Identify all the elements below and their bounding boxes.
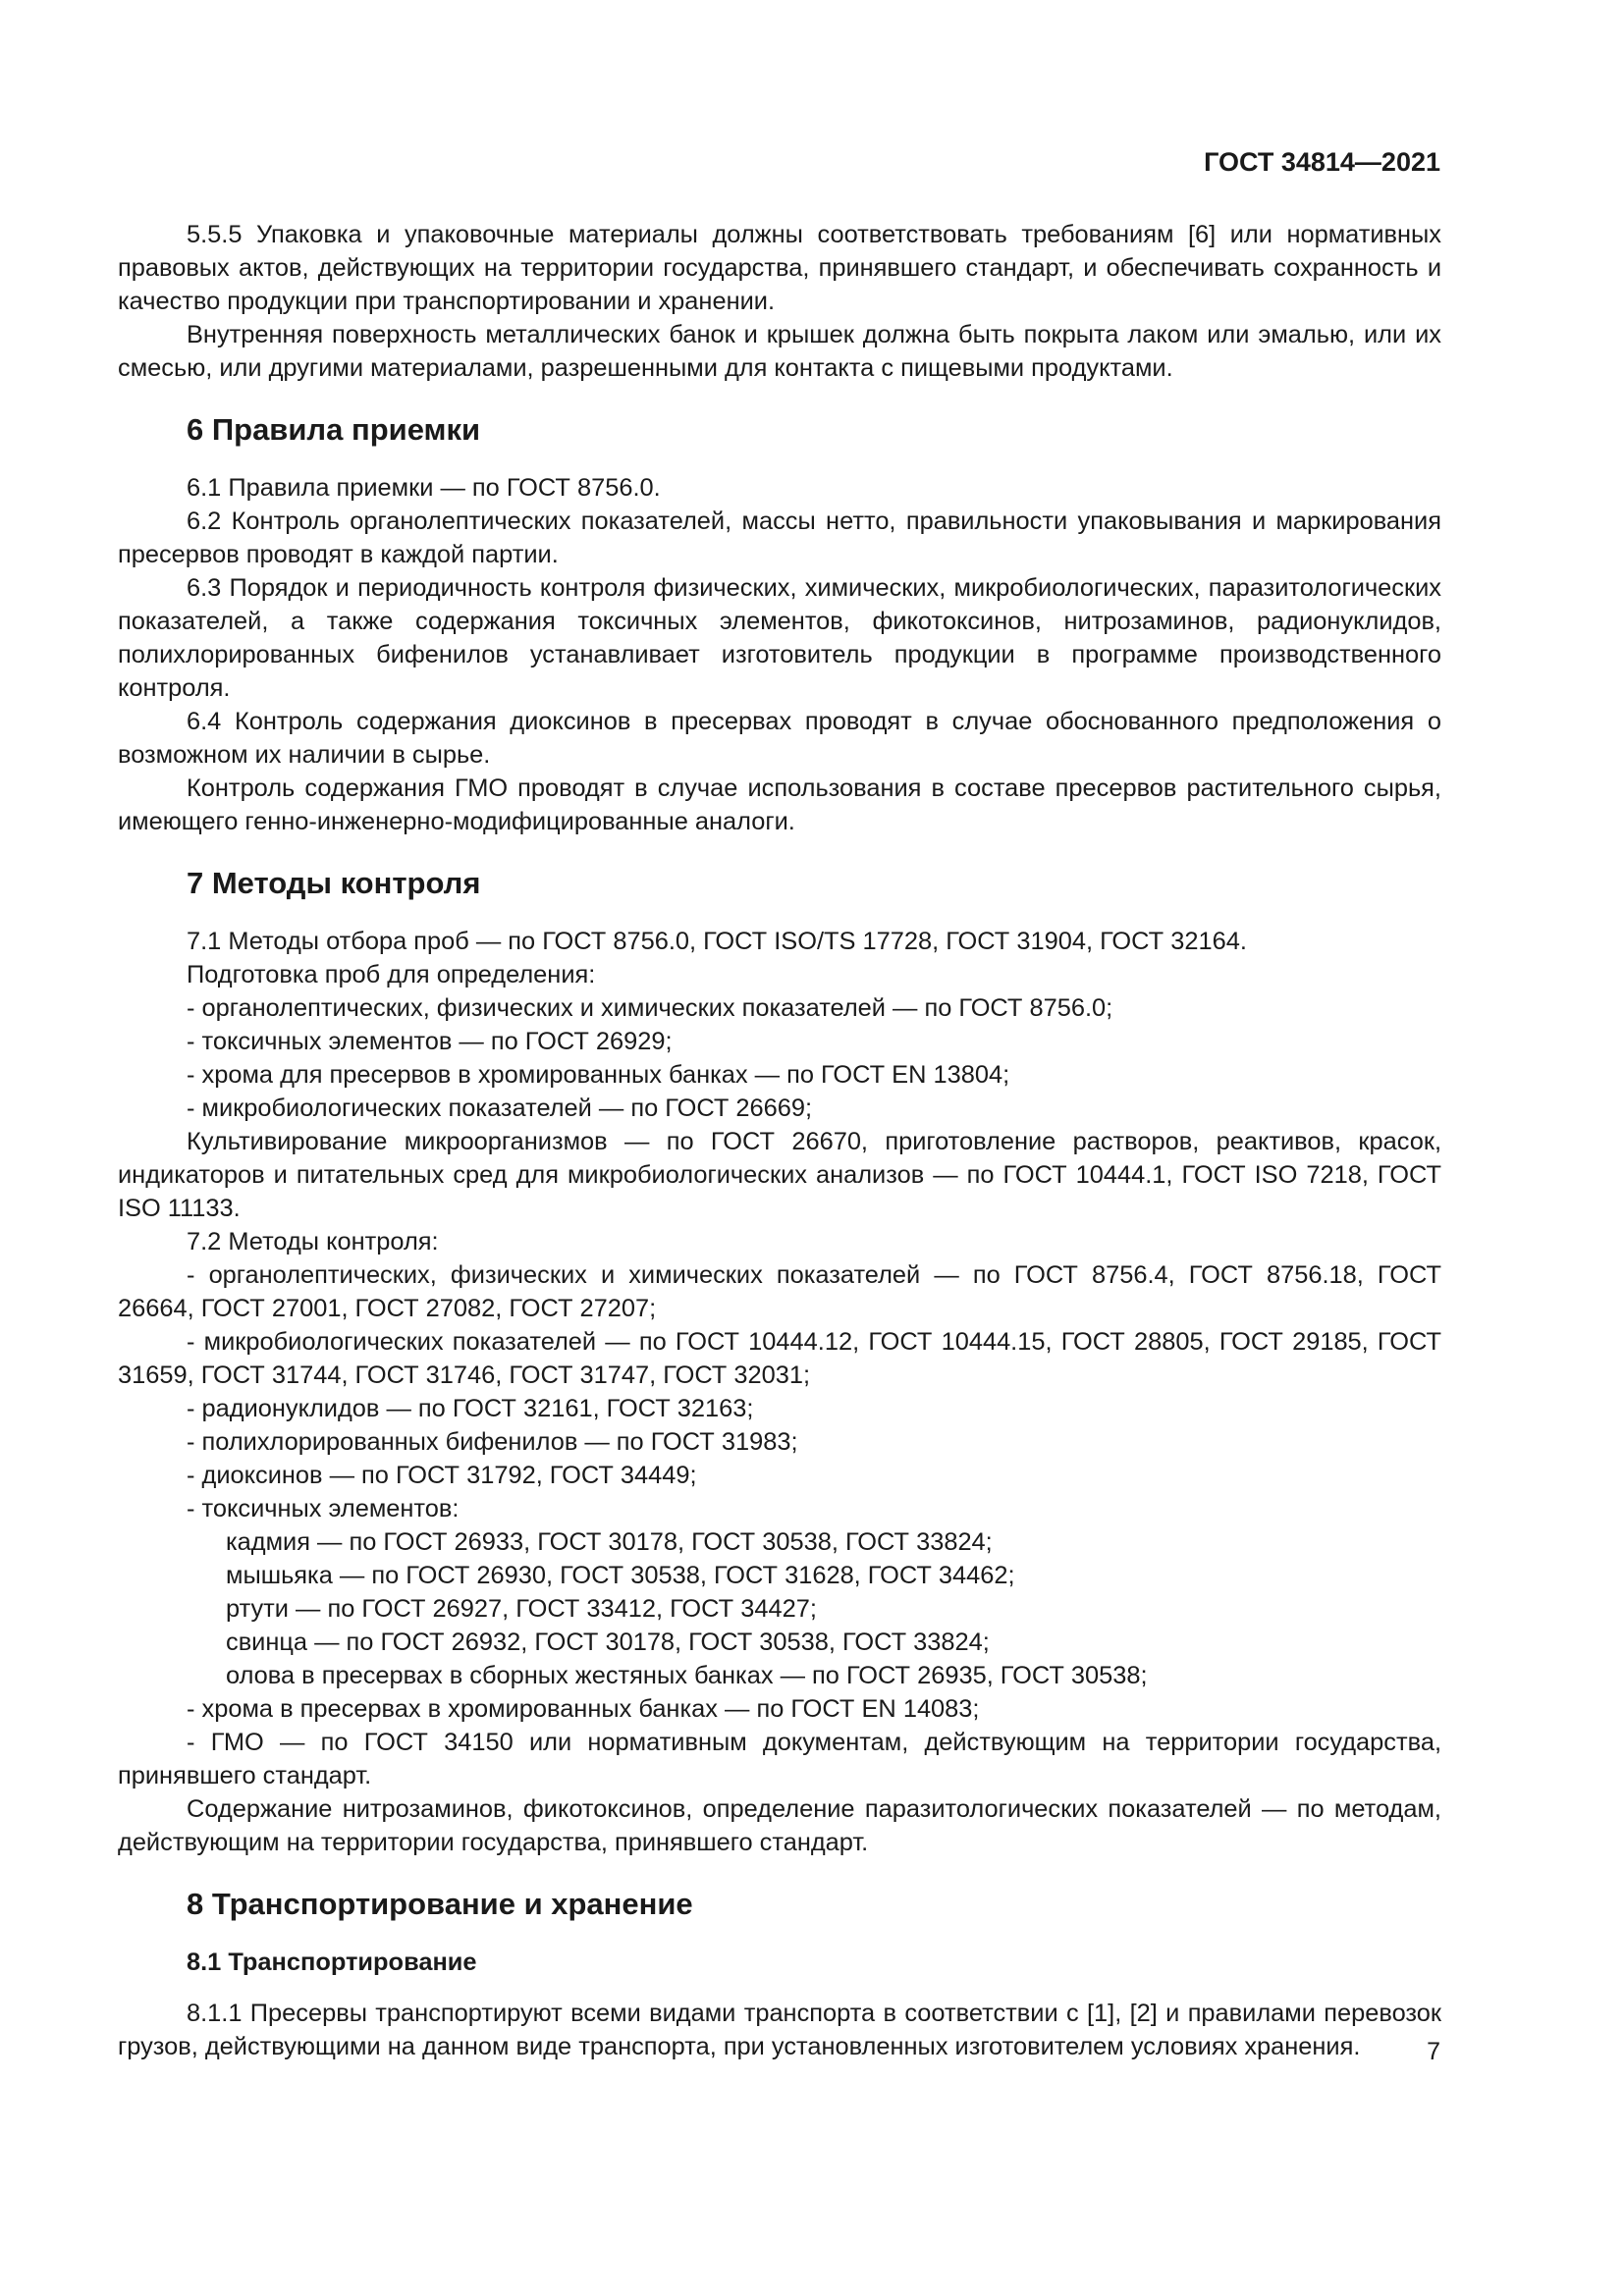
- document-body: [118, 218, 1441, 2063]
- list-item: - полихлорированных бифенилов — по ГОСТ 31983;: [187, 1428, 798, 1456]
- list-item: - хрома в пресервах в хромированных банках — по ГОСТ EN 14083;: [187, 1695, 980, 1723]
- paragraph-nitrosamines: Содержание нитрозаминов, фикотоксинов, определение паразитологических показателей — по методам, действующим на территории государства, принявшего стандарт.: [118, 1795, 1441, 1856]
- section-8-heading: 8 Транспортирование и хранение: [187, 1887, 693, 1921]
- paragraph-cultivation: Культивирование микроорганизмов — по ГОСТ 26670, приготовление растворов, реактивов, красок, индикаторов и питательных сред для микробиологических анализов — по ГОСТ 10444.1, ГОСТ ISO 7218, ГОСТ ISO 11133.: [118, 1128, 1441, 1222]
- document-header: ГОСТ 34814—2021: [1204, 147, 1440, 177]
- list-item: - радионуклидов — по ГОСТ 32161, ГОСТ 32163;: [187, 1395, 754, 1422]
- paragraph-7-1: 7.1 Методы отбора проб — по ГОСТ 8756.0, ГОСТ ISO/TS 17728, ГОСТ 31904, ГОСТ 32164.: [187, 928, 1247, 955]
- list-subitem: кадмия — по ГОСТ 26933, ГОСТ 30178, ГОСТ 30538, ГОСТ 33824;: [226, 1528, 993, 1556]
- section-6-heading: 6 Правила приемки: [187, 412, 481, 447]
- list-item: - диоксинов — по ГОСТ 31792, ГОСТ 34449;: [187, 1462, 697, 1489]
- paragraph-6-1: 6.1 Правила приемки — по ГОСТ 8756.0.: [187, 474, 661, 502]
- list-subitem: олова в пресервах в сборных жестяных банках — по ГОСТ 26935, ГОСТ 30538;: [226, 1662, 1148, 1689]
- list-item: - органолептических, физических и химических показателей — по ГОСТ 8756.0;: [187, 994, 1113, 1022]
- list-item: - хрома для пресервов в хромированных банках — по ГОСТ EN 13804;: [187, 1061, 1010, 1089]
- list-item: - токсичных элементов — по ГОСТ 26929;: [187, 1028, 673, 1055]
- section-7-heading: 7 Методы контроля: [187, 866, 481, 900]
- paragraph-8-1-1: 8.1.1 Пресервы транспортируют всеми видами транспорта в соответствии с [1], [2] и правилами перевозок грузов, действующими на данном виде транспорта, при установленных изготовителем условиях хранения.: [118, 2000, 1441, 2060]
- list-subitem: мышьяка — по ГОСТ 26930, ГОСТ 30538, ГОСТ 31628, ГОСТ 34462;: [226, 1562, 1015, 1589]
- list-subitem: свинца — по ГОСТ 26932, ГОСТ 30178, ГОСТ 30538, ГОСТ 33824;: [226, 1629, 990, 1656]
- list-item: - микробиологических показателей — по ГОСТ 26669;: [187, 1095, 813, 1122]
- paragraph-6-4: 6.4 Контроль содержания диоксинов в пресервах проводят в случае обоснованного предположения о возможном их наличии в сырье.: [118, 708, 1441, 769]
- sample-prep-intro: Подготовка проб для определения:: [187, 961, 596, 988]
- list-item: - токсичных элементов:: [187, 1495, 460, 1522]
- paragraph-inner-surface: Внутренняя поверхность металлических банок и крышек должна быть покрыта лаком или эмалью, или их смесью, или другими материалами, разрешенными для контакта с пищевыми продуктами.: [118, 321, 1441, 382]
- page-number: 7: [1427, 2038, 1440, 2065]
- paragraph-gmo-control: Контроль содержания ГМО проводят в случае использования в составе пресервов растительного сырья, имеющего генно-инженерно-модифицированные аналоги.: [118, 774, 1441, 835]
- list-item: - органолептических, физических и химических показателей — по ГОСТ 8756.4, ГОСТ 8756.18, ГОСТ 26664, ГОСТ 27001, ГОСТ 27082, ГОСТ 27207;: [118, 1261, 1441, 1322]
- paragraph-6-2: 6.2 Контроль органолептических показателей, массы нетто, правильности упаковывания и маркирования пресервов проводят в каждой партии.: [118, 507, 1441, 568]
- paragraph-6-3: 6.3 Порядок и периодичность контроля физических, химических, микробиологических, паразитологических показателей, а также содержания токсичных элементов, фикотоксинов, нитрозаминов, радионуклидов, полихлорированных бифенилов устанавливает изготовитель продукции в программе производственного контроля.: [118, 574, 1441, 702]
- list-item: - микробиологических показателей — по ГОСТ 10444.12, ГОСТ 10444.15, ГОСТ 28805, ГОСТ 29185, ГОСТ 31659, ГОСТ 31744, ГОСТ 31746, ГОСТ 31747, ГОСТ 32031;: [118, 1328, 1441, 1389]
- list-item: - ГМО — по ГОСТ 34150 или нормативным документам, действующим на территории государства, принявшего стандарт.: [118, 1729, 1441, 1789]
- paragraph-7-2: 7.2 Методы контроля:: [187, 1228, 439, 1255]
- subsection-8-1-heading: 8.1 Транспортирование: [187, 1949, 477, 1976]
- paragraph-5-5-5: 5.5.5 Упаковка и упаковочные материалы должны соответствовать требованиям [6] или нормативных правовых актов, действующих на территории государства, принявшего стандарт, и обеспечивать сохранность и качество продукции при транспортировании и хранении.: [118, 221, 1441, 315]
- list-subitem: ртути — по ГОСТ 26927, ГОСТ 33412, ГОСТ 34427;: [226, 1595, 817, 1623]
